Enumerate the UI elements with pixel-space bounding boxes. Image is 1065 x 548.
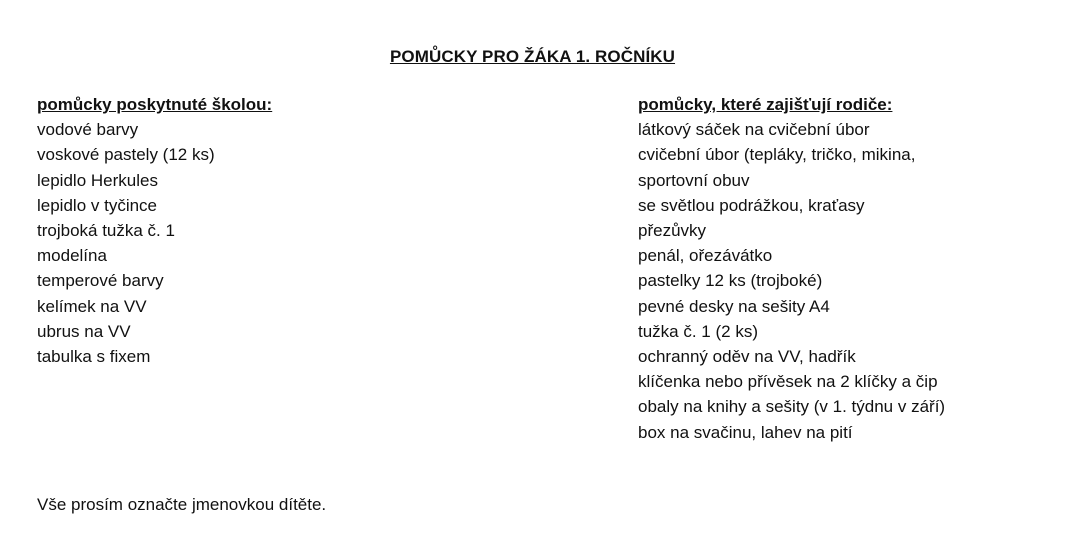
list-item: temperové barvy (37, 271, 164, 291)
document-title: POMŮCKY PRO ŽÁKA 1. ROČNÍKU (389, 47, 676, 66)
list-item: kelímek na VV (37, 296, 147, 316)
school-supplies-heading: pomůcky poskytnuté školou: (37, 95, 273, 114)
list-item: tabulka s fixem (37, 347, 151, 367)
list-item: obaly na knihy a sešity (v 1. týdnu v září) (638, 397, 946, 417)
list-item: trojboká tužka č. 1 (37, 221, 175, 241)
list-item: klíčenka nebo přívěsek na 2 klíčky a čip (638, 372, 938, 392)
list-item: se světlou podrážkou, kraťasy (638, 195, 865, 215)
list-item: modelína (37, 246, 107, 266)
list-item: cvičební úbor (tepláky, tričko, mikina, (638, 145, 916, 165)
list-item: látkový sáček na cvičební úbor (638, 120, 870, 140)
list-item: box na svačinu, lahev na pití (638, 422, 853, 442)
footer-note: Vše prosím označte jmenovkou dítěte. (37, 495, 327, 514)
list-item: lepidlo v tyčince (37, 195, 158, 215)
school-supplies-column (37, 92, 457, 369)
list-item: penál, ořezávátko (638, 246, 773, 266)
list-item: přezůvky (638, 221, 707, 241)
list-item: ochranný oděv na VV, hadřík (638, 347, 856, 367)
list-item: pevné desky na sešity A4 (638, 296, 830, 316)
school-supplies-list (37, 117, 457, 369)
list-item: voskové pastely (12 ks) (37, 145, 215, 165)
list-item: tužka č. 1 (2 ks) (638, 321, 758, 341)
list-item: lepidlo Herkules (37, 170, 158, 190)
parent-supplies-list (638, 117, 1058, 445)
parent-supplies-column (638, 92, 1058, 445)
list-item: pastelky 12 ks (trojboké) (638, 271, 823, 291)
list-item: vodové barvy (37, 120, 139, 140)
parent-supplies-heading: pomůcky, které zajišťují rodiče: (638, 95, 893, 114)
list-item: sportovní obuv (638, 170, 750, 190)
list-item: ubrus na VV (37, 321, 131, 341)
